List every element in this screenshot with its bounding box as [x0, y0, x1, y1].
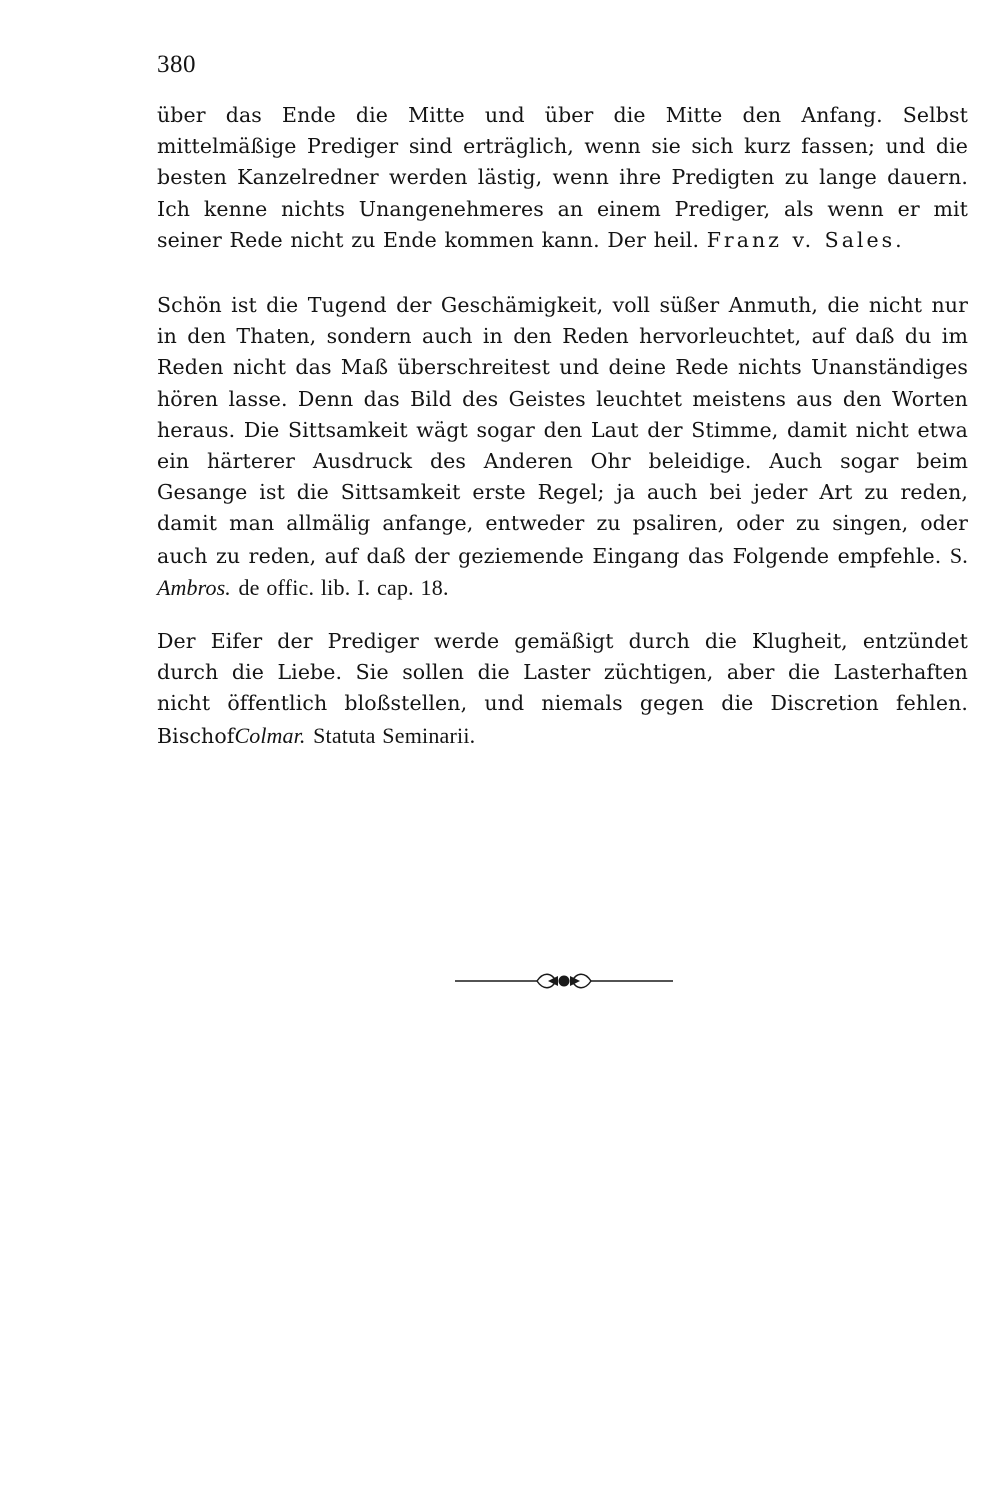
quotation-text: Schön ist die Tugend der Geschämigkeit, voll süßer Anmuth, die nicht nur in den Thaten, sondern auch in den Reden hervorleuchtet, auf daß du im Reden nicht das Maß überschreitest und deine Rede nichts Unanständiges hören lasse. Denn das Bild des Geistes leuchtet meistens aus den Worten heraus. Die Sittsamkeit wägt sogar den Laut der Stimme, damit nicht etwa ein härterer Ausdruck des Anderen Ohr beleidige. Auch sogar beim Gesange ist die Sittsamkeit erste Regel; ja auch bei jeder Art zu reden, damit man allmälig anfange, entweder zu psaliren, oder zu singen, oder auch zu reden, auf daß der geziemende Eingang das Folgende empfehle. — [157, 293, 968, 568]
quotation-author: Franz v. Sales. — [706, 227, 905, 252]
source-author: Ambros. — [157, 574, 231, 600]
source-author: Colmar. — [234, 722, 306, 748]
page-number: 380 — [157, 51, 196, 78]
source-reference: Statuta Seminarii. — [313, 722, 476, 748]
decorative-divider-icon — [455, 969, 673, 993]
quotation-paragraph-colmar — [157, 626, 968, 752]
quotation-text: Der Eifer der Prediger werde gemäßigt durch die Klugheit, entzündet durch die Liebe. Sie sollen die Laster züchtigen, aber die Lasterhaften nicht öffentlich bloßstellen, und niemals gegen die Discretion fehlen. Bischof — [157, 629, 968, 748]
source-prefix: S. — [949, 542, 968, 568]
source-reference: de offic. lib. I. cap. 18. — [238, 574, 449, 600]
quotation-text: über das Ende die Mitte und über die Mitte den Anfang. Selbst mittelmäßige Prediger sind erträglich, wenn sie sich kurz fassen; und die besten Kanzelredner werden lästig, wenn ihre Predigten zu lange dauern. Ich kenne nichts Unangenehmeres an einem Prediger, als wenn er mit seiner Rede nicht zu Ende kommen kann. Der heil. — [157, 103, 968, 252]
quotation-paragraph-ambrose — [157, 290, 968, 604]
quotation-paragraph-sales — [157, 100, 968, 256]
